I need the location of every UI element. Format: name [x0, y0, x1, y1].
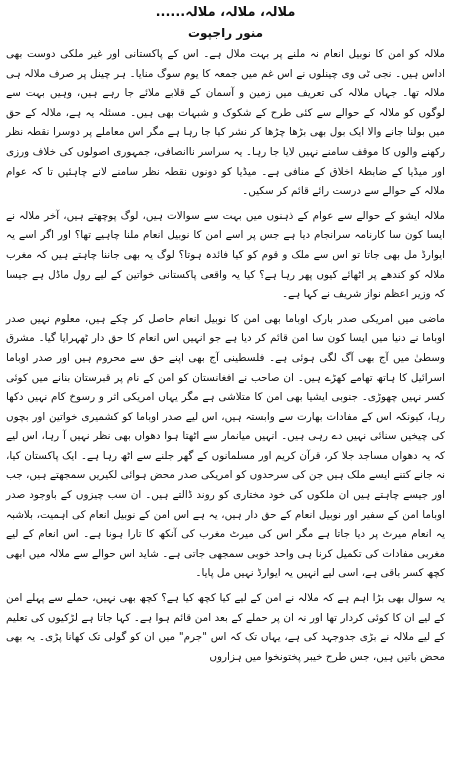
- article-body: [6, 45, 445, 667]
- article-title: ملالہ، ملالہ، ملالہ......: [155, 5, 296, 20]
- paragraph-4: یہ سوال بھی بڑا اہم ہے کہ ملالہ نے امن کے لیے کیا کچھ کیا ہے؟ کچھ بھی نہیں، حملے سے پہلے امن کے لیے ان کا کوئی کردار تھا اور نہ ان پر حملے کے بعد امن قائم ہوا ہے۔ کہا جاتا ہے لڑکیوں کی تعلیم کے لیے ملالہ نے بڑی جدوجہد کی ہے، یہاں تک کہ اس "جرم" میں ان کو گولی تک کھانا پڑی۔ یہ بھی محض باتیں ہیں، جس طرح خیبر پختونخوا میں ہزاروں: [6, 592, 445, 663]
- paragraph-3: ماضی میں امریکی صدر بارک اوباما بھی امن کا نوبیل انعام حاصل کر چکے ہیں، معلوم نہیں صدر اوباما نے دنیا میں ایسا کون سا امن قائم کر دیا ہے جو انہیں اس انعام کا حق دار ٹھہرایا گیا۔ مشرق وسطیٰ میں آج بھی آگ لگی ہوئی ہے۔ فلسطینی آج بھی اپنے حق سے محروم ہیں اور صدر اوباما اسرائیل کا ہاتھ تھامے کھڑے ہیں۔ ان صاحب نے افغانستان کو امن کے نام پر قبرستان بنانے میں کوئی کسر نہیں چھوڑی۔ جنوبی ایشیا بھی امن کا متلاشی ہے مگر یہاں امریکی اثر و رسوخ کام نہیں دکھا رہا، کیونکہ اس کے مفادات بھارت سے وابستہ ہیں، اس لیے صدر اوباما کو کشمیری خواتین اور بچوں کی چیخیں سنائی نہیں دے رہی ہیں۔ انہیں میانمار سے اٹھتا ہوا دھواں بھی نظر نہیں آ رہا، اس لیے کہ یہ دھواں مساجد جلا کر، قرآن کریم اور مسلمانوں کے گھر جلنے سے اٹھ رہا ہے۔ ایک پاکستان کیا، نہ جانے کتنے ایسے ملک ہیں جن کی سرحدوں کو امریکی صدر محض ہوائی لکیریں سمجھتے ہیں، جب اور جیسے چاہتے ہیں ان ملکوں کی خود مختاری کو روند ڈالتے ہیں۔ ان سب چیزوں کے باوجود صدر اوباما امن کے سفیر اور نوبیل انعام کے حق دار ہیں، یہ ہے اس امن کے نوبیل انعام کی اہمیت، بلاشبہ یہ انعام میرٹ پر دیا جاتا ہے مگر اس کی میرٹ مغرب کی آنکھ کا تارا ہونا ہے۔ اس انعام کے لیے مغربی مفادات کی تکمیل کرنا ہی واحد خوبی سمجھی جاتی ہے۔ شاید اس حوالے سے ملالہ میں ابھی کچھ کسر باقی ہے، اسی لیے انہیں یہ ایوارڈ نہیں مل پایا۔: [6, 312, 445, 580]
- article-author: منور راجپوت: [187, 26, 264, 40]
- paragraph-2: ملالہ ایشو کے حوالے سے عوام کے ذہنوں میں بہت سے سوالات ہیں، لوگ پوچھتے ہیں، آخر ملالہ نے ایسا کون سا کارنامہ سرانجام دیا ہے جس پر اسے امن کا نوبیل انعام ملنا چاہیے تھا؟ اور اگر اسے یہ ایوارڈ مل بھی جاتا تو اس سے ملک و قوم کو کیا فائدہ ہوتا؟ لوگ یہ بھی جاننا چاہتے ہیں کہ مغرب ملالہ کو کندھے پر اٹھائے کیوں پھر رہا ہے؟ کیا یہ واقعی پاکستانی خواتین کے لیے رول ماڈل ہے جیسا کہ وزیر اعظم نواز شریف نے کہا ہے۔: [6, 209, 445, 301]
- paragraph-1: ملالہ کو امن کا نوبیل انعام نہ ملنے پر بہت ملال ہے۔ اس کے پاکستانی اور غیر ملکی دوست بھی اداس ہیں۔ نجی ٹی وی چینلوں نے اس غم میں جمعہ کا یوم سوگ منایا۔ ہر چینل پر صرف ملالہ ہی ملالہ تھا۔ جہاں ملالہ کی تعریف میں زمین و آسمان کے قلابے ملائے جا رہے ہیں، وہیں بہت سے لوگوں کو ملالہ کے حوالے سے کئی طرح کے شکوک و شبہات بھی ہیں۔ مسئلہ یہ ہے، ملالہ کے حق میں بولنا جانے والا ایک بول بھی بڑھا چڑھا کر نشر کیا جا رہا ہے مگر اس معاملے پر دوسرا نقطہ نظر رکھنے والوں کا موقف سامنے نہیں لایا جا رہا۔ یہ سراسر ناانصافی، جمہوری اصولوں کی خلاف ورزی اور میڈیا کے ضابطۂ اخلاق کے منافی ہے۔ میڈیا کو دونوں نقطہ نظر سامنے لانے چاہئیں تا کہ عوام ملالہ کے حوالے سے درست رائے قائم کر سکیں۔: [6, 48, 445, 198]
